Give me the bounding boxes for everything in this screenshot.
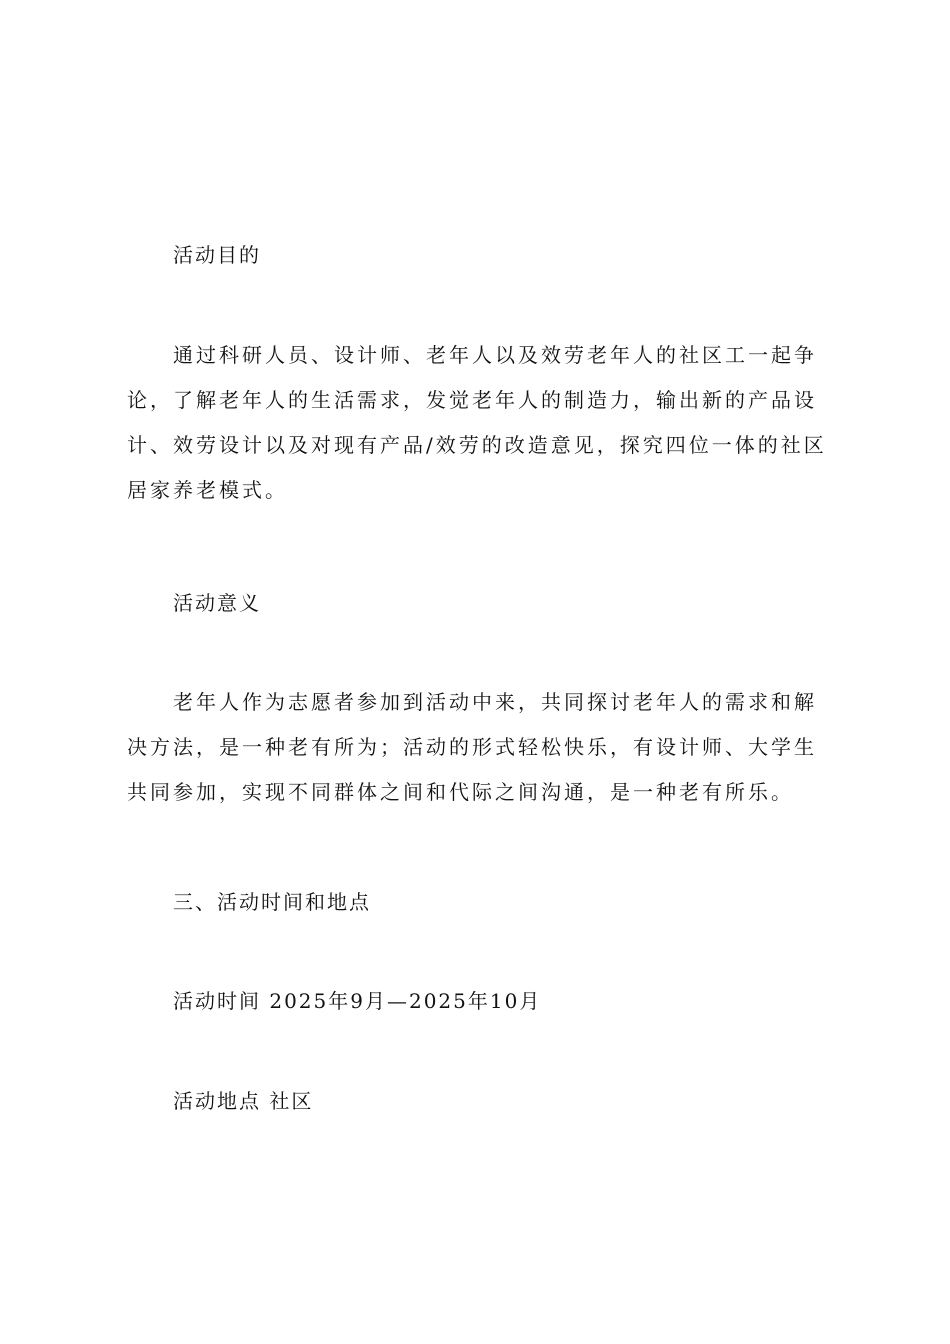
- meaning-paragraph: 老年人作为志愿者参加到活动中来，共同探讨老年人的需求和解决方法，是一种老有所为；活动的形式轻松快乐，有设计师、大学生共同参加，实现不同群体之间和代际之间沟通，是一种老有所乐。: [127, 690, 817, 804]
- activity-place-line: 活动地点 社区: [173, 1089, 314, 1113]
- purpose-paragraph: 通过科研人员、设计师、老年人以及效劳老年人的社区工一起争论，了解老年人的生活需求，发觉老年人的制造力，输出新的产品设计、效劳设计以及对现有产品/效劳的改造意见，探究四位一体的社区居家养老模式。: [127, 343, 827, 502]
- meaning-heading: 活动意义: [173, 591, 261, 615]
- activity-time-line: 活动时间 2025年9月—2025年10月: [173, 989, 542, 1013]
- time-place-heading: 三、活动时间和地点: [173, 890, 371, 914]
- purpose-heading: 活动目的: [173, 243, 261, 267]
